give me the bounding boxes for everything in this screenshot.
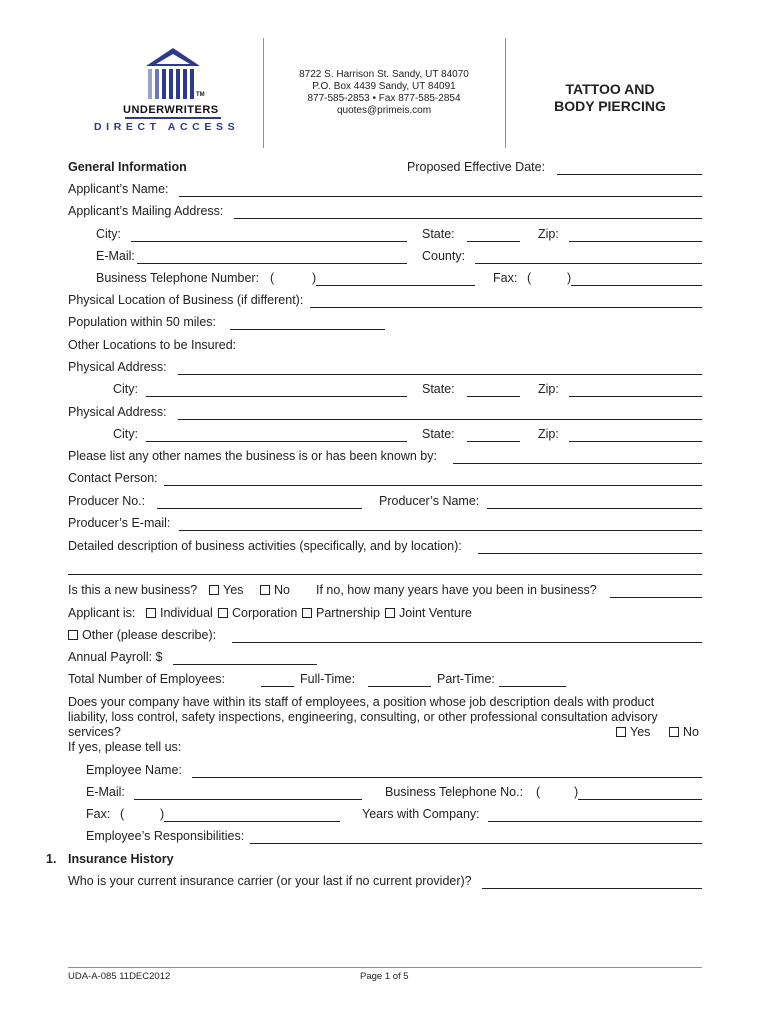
staff-no[interactable] — [669, 725, 699, 739]
employee-name-field[interactable] — [192, 777, 702, 778]
responsibilities-field[interactable] — [250, 843, 702, 844]
applicant-type-joint-venture[interactable] — [385, 606, 472, 620]
city-label: City: — [96, 227, 121, 241]
current-carrier-label: Who is your current insurance carrier (or your last if no current provider)? — [68, 874, 472, 888]
checkbox-icon[interactable] — [68, 630, 78, 640]
producer-email-field[interactable] — [179, 530, 702, 531]
logo-tm: TM — [196, 92, 205, 98]
part-time-label: Part-Time: — [437, 672, 495, 686]
city-label-3: City: — [113, 427, 138, 441]
total-employees-field[interactable] — [261, 686, 294, 687]
effective-date-label: Proposed Effective Date: — [407, 160, 546, 174]
zip-field[interactable] — [569, 241, 702, 242]
checkbox-icon[interactable] — [616, 727, 626, 737]
years-in-business-label: If no, how many years have you been in business? — [316, 583, 597, 597]
email-field[interactable] — [137, 263, 407, 264]
years-in-business-field[interactable] — [610, 597, 702, 598]
description-field-1[interactable] — [478, 553, 702, 554]
corporation-label: Corporation — [232, 606, 298, 620]
form-title-line-1: TATTOO AND — [565, 81, 655, 97]
section-heading-insurance-history: Insurance History — [68, 852, 174, 866]
page-number: Page 1 of 5 — [360, 971, 409, 982]
effective-date-field[interactable] — [557, 174, 702, 175]
checkbox-icon[interactable] — [260, 585, 270, 595]
yes-label: Yes — [223, 583, 244, 597]
physical-address-field-2[interactable] — [178, 419, 702, 420]
employee-email-field[interactable] — [134, 799, 362, 800]
no-label: No — [683, 725, 699, 739]
no-label: No — [274, 583, 290, 597]
header-divider-right — [505, 38, 506, 148]
checkbox-icon[interactable] — [302, 608, 312, 618]
other-names-label: Please list any other names the business is or has been known by: — [68, 449, 437, 463]
current-carrier-field[interactable] — [482, 888, 702, 889]
employee-email-label: E-Mail: — [86, 785, 125, 799]
address-line-4: quotes@primeis.com — [336, 105, 432, 116]
checkbox-icon[interactable] — [669, 727, 679, 737]
checkbox-icon[interactable] — [209, 585, 219, 595]
county-label: County: — [422, 249, 466, 263]
population-label: Population within 50 miles: — [68, 315, 216, 329]
section-number-1: 1. — [46, 852, 57, 866]
fax-field[interactable] — [571, 285, 702, 286]
employee-fax-field[interactable] — [164, 821, 340, 822]
applicant-type-partnership[interactable] — [302, 606, 380, 620]
logo-text-direct-access: DIRECT ACCESS — [94, 121, 240, 133]
city-field-3[interactable] — [146, 441, 407, 442]
checkbox-icon[interactable] — [385, 608, 395, 618]
applicant-name-label: Applicant’s Name: — [68, 182, 169, 196]
description-field-2[interactable] — [68, 574, 702, 575]
physical-location-label: Physical Location of Business (if different): — [68, 293, 304, 307]
emp-fax-paren-open: ( — [120, 807, 125, 821]
form-title-line-2: BODY PIERCING — [554, 98, 666, 114]
state-field-2[interactable] — [467, 396, 520, 397]
checkbox-icon[interactable] — [218, 608, 228, 618]
logo-rule — [125, 117, 221, 119]
zip-label: Zip: — [538, 227, 559, 241]
business-phone-label: Business Telephone Number: — [96, 271, 260, 285]
other-describe-label: Other (please describe): — [82, 628, 217, 642]
responsibilities-label: Employee’s Responsibilities: — [86, 829, 245, 843]
staff-yes[interactable] — [616, 725, 650, 739]
address-line-2: P.O. Box 4439 Sandy, UT 84091 — [312, 81, 456, 92]
other-names-field[interactable] — [453, 463, 702, 464]
zip-field-3[interactable] — [569, 441, 702, 442]
state-label-3: State: — [422, 427, 455, 441]
zip-label-3: Zip: — [538, 427, 559, 441]
full-time-label: Full-Time: — [300, 672, 356, 686]
yes-label: Yes — [630, 725, 651, 739]
years-with-company-field[interactable] — [488, 821, 702, 822]
joint-venture-label: Joint Venture — [399, 606, 472, 620]
staff-question-line-2: liability, loss control, safety inspections, engineering, consulting, or other professional consultation advisory — [68, 710, 658, 724]
description-label: Detailed description of business activities (specifically, and by location): — [68, 539, 462, 553]
emp-fax-paren-close: ) — [160, 807, 165, 821]
employee-name-label: Employee Name: — [86, 763, 182, 777]
fax-paren-open: ( — [527, 271, 532, 285]
county-field[interactable] — [475, 263, 702, 264]
applicant-is-label: Applicant is: — [68, 606, 136, 620]
city-field-2[interactable] — [146, 396, 407, 397]
full-time-field[interactable] — [368, 686, 431, 687]
employee-phone-field[interactable] — [578, 799, 702, 800]
total-employees-label: Total Number of Employees: — [68, 672, 226, 686]
producer-email-label: Producer’s E-mail: — [68, 516, 171, 530]
physical-address-label-1: Physical Address: — [68, 360, 167, 374]
contact-person-label: Contact Person: — [68, 471, 158, 485]
annual-payroll-field[interactable] — [173, 664, 317, 665]
staff-question-line-3: services? — [68, 725, 121, 739]
state-field-3[interactable] — [467, 441, 520, 442]
part-time-field[interactable] — [499, 686, 566, 687]
annual-payroll-label: Annual Payroll: $ — [68, 650, 163, 664]
applicant-type-other[interactable] — [68, 628, 216, 642]
zip-label-2: Zip: — [538, 382, 559, 396]
new-business-yes[interactable] — [209, 583, 243, 597]
applicant-name-field[interactable] — [179, 196, 702, 197]
population-field[interactable] — [230, 329, 385, 330]
logo-text-underwriters: UNDERWRITERS — [123, 104, 219, 116]
emp-phone-paren-close: ) — [574, 785, 579, 799]
state-label-2: State: — [422, 382, 455, 396]
applicant-type-individual[interactable] — [146, 606, 213, 620]
fax-label: Fax: — [493, 271, 518, 285]
physical-address-field-1[interactable] — [178, 374, 702, 375]
individual-label: Individual — [160, 606, 213, 620]
fax-paren-close: ) — [567, 271, 572, 285]
city-field[interactable] — [131, 241, 407, 242]
producer-no-field[interactable] — [157, 508, 362, 509]
producer-name-field[interactable] — [487, 508, 702, 509]
mailing-address-label: Applicant’s Mailing Address: — [68, 204, 224, 218]
phone-paren-close: ) — [312, 271, 317, 285]
business-phone-no-label: Business Telephone No.: — [385, 785, 524, 799]
physical-location-field[interactable] — [310, 307, 702, 308]
new-business-label: Is this a new business? — [68, 583, 198, 597]
staff-question-line-1: Does your company have within its staff of employees, a position whose job description deals with product — [68, 695, 655, 709]
state-label: State: — [422, 227, 455, 241]
form-id: UDA-A-085 11DEC2012 — [68, 971, 171, 982]
other-locations-label: Other Locations to be Insured: — [68, 338, 237, 352]
contact-person-field[interactable] — [164, 485, 702, 486]
applicant-type-corporation[interactable] — [218, 606, 297, 620]
address-line-3: 877-585-2853 • Fax 877-585-2854 — [307, 93, 461, 104]
address-line-1: 8722 S. Harrison St. Sandy, UT 84070 — [299, 69, 469, 80]
physical-address-label-2: Physical Address: — [68, 405, 167, 419]
phone-paren-open: ( — [270, 271, 275, 285]
if-yes-label: If yes, please tell us: — [68, 740, 182, 754]
checkbox-icon[interactable] — [146, 608, 156, 618]
other-describe-field[interactable] — [232, 642, 702, 643]
zip-field-2[interactable] — [569, 396, 702, 397]
footer-rule — [68, 967, 702, 968]
partnership-label: Partnership — [316, 606, 380, 620]
employee-fax-label: Fax: — [86, 807, 111, 821]
email-label: E-Mail: — [96, 249, 135, 263]
emp-phone-paren-open: ( — [536, 785, 541, 799]
years-with-company-label: Years with Company: — [362, 807, 480, 821]
producer-no-label: Producer No.: — [68, 494, 146, 508]
section-heading-general: General Information — [68, 160, 187, 174]
city-label-2: City: — [113, 382, 138, 396]
new-business-no[interactable] — [260, 583, 290, 597]
business-phone-field[interactable] — [316, 285, 475, 286]
producer-name-label: Producer’s Name: — [379, 494, 480, 508]
mailing-address-field[interactable] — [234, 218, 702, 219]
state-field[interactable] — [467, 241, 520, 242]
